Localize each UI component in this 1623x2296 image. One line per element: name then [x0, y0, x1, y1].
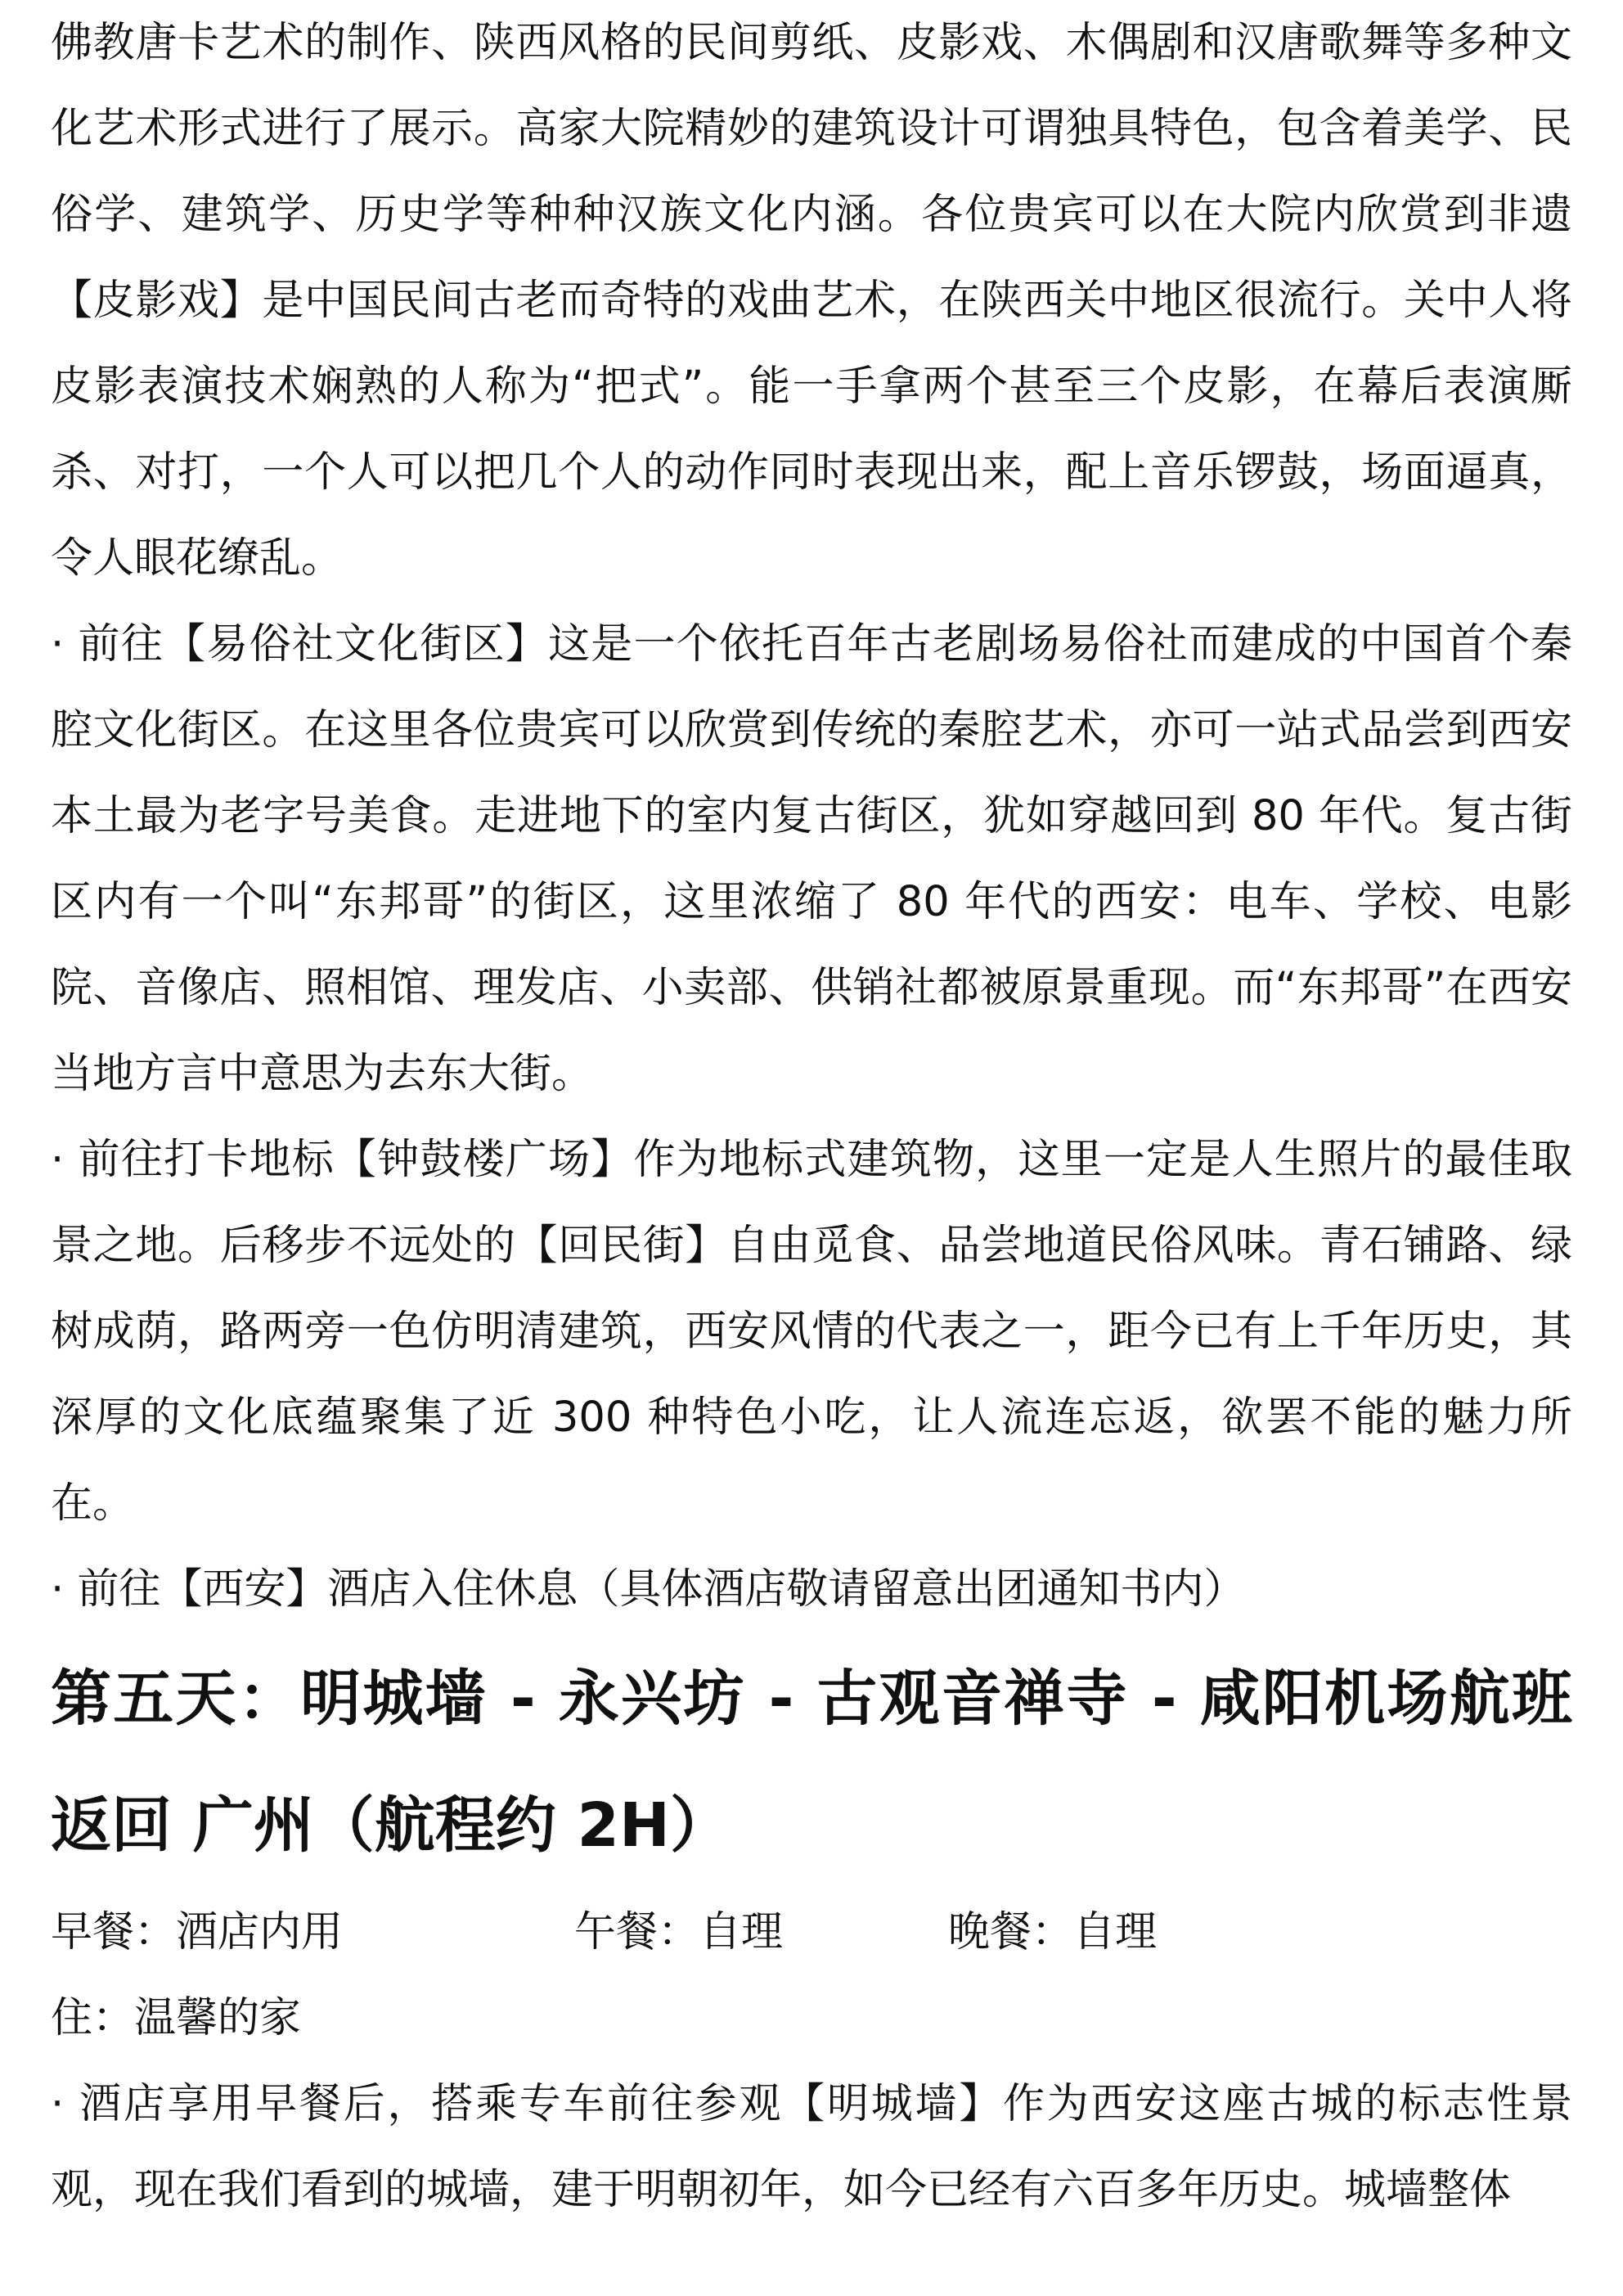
dinner-info: 晚餐：自理	[948, 1908, 1158, 1956]
meals-row	[51, 1889, 1572, 1975]
breakfast-info: 早餐：酒店内用	[51, 1908, 344, 1956]
itinerary-item-city-wall: · 酒店享用早餐后，搭乘专车前往参观【明城墙】作为西安这座古城的标志性景观，现在我们看到的城墙，建于明朝初年，如今已经有六百多年历史。城墙整体	[51, 2080, 1572, 2214]
day-five-heading: 第五天：明城墙 - 永兴坊 - 古观音禅寺 - 咸阳机场航班返回 广州（航程约 2H）	[51, 1663, 1572, 1861]
lunch-info: 午餐：自理	[574, 1908, 784, 1956]
intro-paragraph: 佛教唐卡艺术的制作、陕西风格的民间剪纸、皮影戏、木偶剧和汉唐歌舞等多种文化艺术形式进行了展示。高家大院精妙的建筑设计可谓独具特色，包含着美学、民俗学、建筑学、历史学等种种汉族文化内涵。各位贵宾可以在大院内欣赏到非遗【皮影戏】是中国民间古老而奇特的戏曲艺术，在陕西关中地区很流行。关中人将皮影表演技术娴熟的人称为“把式”。能一手拿两个甚至三个皮影，在幕后表演厮杀、对打，一个人可以把几个人的动作同时表现出来，配上音乐锣鼓，场面逼真，令人眼花缭乱。	[51, 19, 1572, 583]
itinerary-item-bell-drum-tower: · 前往打卡地标【钟鼓楼广场】作为地标式建筑物，这里一定是人生照片的最佳取景之地。后移步不远处的【回民街】自由觅食、品尝地道民俗风味。青石铺路、绿树成荫，路两旁一色仿明清建筑，西安风情的代表之一，距今已有上千年历史，其深厚的文化底蕴聚集了近 300 种特色小吃，让人流连忘返，欲罢不能的魅力所在。	[51, 1136, 1572, 1528]
itinerary-item-hotel: · 前往【西安】酒店入住休息（具体酒店敬请留意出团通知书内）	[51, 1565, 1246, 1614]
accommodation-info: 住：温馨的家	[51, 1994, 302, 2042]
itinerary-item-yisushe: · 前往【易俗社文化街区】这是一个依托百年古老剧场易俗社而建成的中国首个秦腔文化街区。在这里各位贵宾可以欣赏到传统的秦腔艺术，亦可一站式品尝到西安本土最为老字号美食。走进地下的室内复古街区，犹如穿越回到 80 年代。复古街区内有一个叫“东邦哥”的街区，这里浓缩了 80 年代的西安：电车、学校、电影院、音像店、照相馆、理发店、小卖部、供销社都被原景重现。而“东邦哥”在西安当地方言中意思为去东大街。	[51, 620, 1572, 1098]
